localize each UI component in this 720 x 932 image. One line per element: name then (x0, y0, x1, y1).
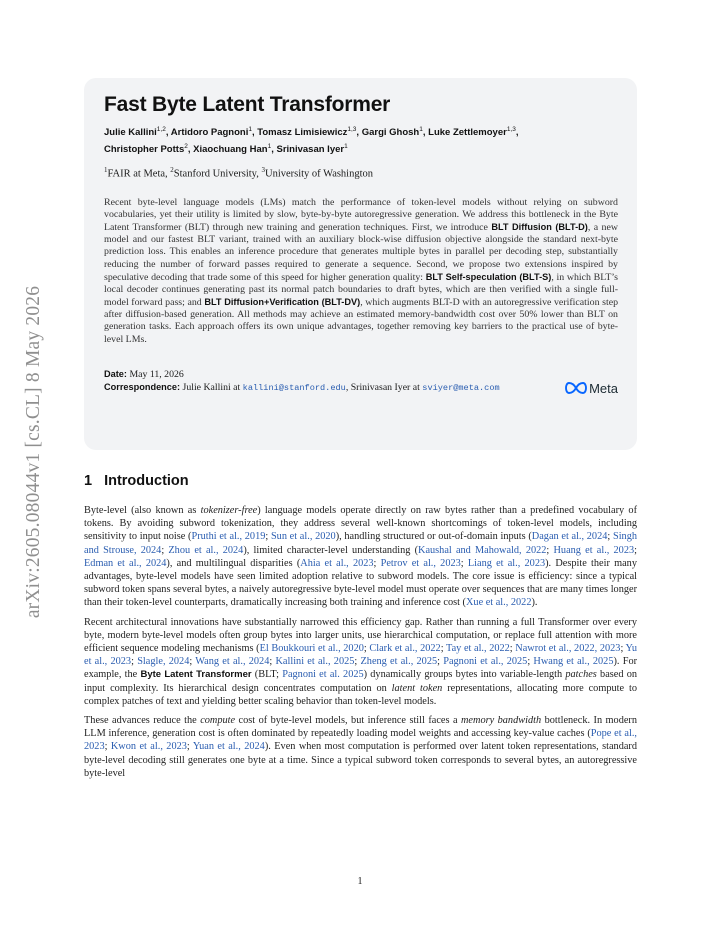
author-affiliation: 1 (344, 143, 348, 151)
author: Srinivasan Iyer (276, 144, 345, 156)
author-affiliation: 1,2 (156, 126, 166, 133)
text: ; (440, 643, 447, 655)
author: Julie Kallini (104, 127, 157, 139)
emphasis: compute (200, 715, 236, 727)
text: ). (531, 597, 538, 609)
correspondence-row (104, 381, 618, 395)
citation-link[interactable]: Ahia et al., 2023 (300, 557, 374, 569)
text: ; (437, 656, 444, 668)
citation-link[interactable]: Hwang et al., 2025 (533, 656, 614, 668)
citation-link[interactable]: Singh and Strouse, 2024 (84, 531, 638, 556)
citation-link[interactable]: Tay et al., 2022 (446, 643, 510, 655)
author-affiliation: 1 (267, 143, 272, 151)
text: ) dynamically groups bytes into variable-length (363, 669, 566, 681)
text: ; (620, 643, 626, 655)
text: ; (546, 544, 554, 556)
citation-link[interactable]: Sun et al., 2020 (270, 531, 336, 543)
paper-title: Fast Byte Latent Transformer (104, 93, 391, 116)
abstract-text: , which augments BLT-D with an autoregressive verification step after diffusion-based generation. All methods may achieve an estimated memory-bandwidth cost over 50% lower than BLT on generation tasks. Each approach offers its own unique advantages, together removing key barriers to the practical use of byte-level LMs. (104, 297, 619, 345)
text: ), and multilingual disparities ( (166, 557, 301, 569)
citation-link[interactable]: Pruthi et al., 2019 (191, 531, 266, 543)
abstract (104, 197, 618, 346)
paper-header (84, 78, 637, 450)
text: ) language models operate directly on raw bytes rather than a predefined vocabulary of tokens. By avoiding subword tokenization, they address several well-known shortcomings of token-level models, including sensitivity to input noise ( (84, 505, 638, 543)
citation-link[interactable]: Yuan et al., 2024 (192, 741, 265, 753)
text: cost of byte-level models, but inference still faces a (235, 715, 461, 727)
citation-link[interactable]: Liang et al., 2023 (467, 557, 546, 569)
section-number: 1 (84, 473, 93, 489)
emphasis: latent token (391, 682, 443, 694)
author: Luke Zettlemoyer (428, 127, 507, 139)
method-name: BLT Self-speculation (BLT-S) (425, 271, 552, 282)
citation-link[interactable]: Xue et al., 2022 (465, 597, 532, 609)
abstract-text: , in which BLT’s local decoder continues generating past its normal patch boundaries to draft bytes, which are then verified with a single full-model forward pass; and (104, 271, 618, 309)
affiliation: FAIR at Meta, (107, 168, 171, 180)
text: bottleneck. In modern LLM inference, generation cost is often dominated by repeatedly loading model weights and accessing key-value caches ( (84, 715, 638, 740)
citation-link[interactable]: Clark et al., 2022 (369, 643, 441, 655)
text: ; (509, 643, 516, 655)
author: Gargi Ghosh (361, 127, 420, 139)
affiliations (104, 164, 618, 181)
text: ; (363, 643, 370, 655)
author-affiliation: 1,3 (506, 126, 516, 133)
author-affiliation: 2 (184, 143, 188, 151)
section-heading (84, 473, 189, 489)
paragraph (84, 504, 637, 610)
meta-logo-text: Meta (589, 380, 618, 396)
paper-metadata (104, 368, 618, 395)
abstract-text: Recent byte-level language models (LMs) match the performance of token-level models without relying on subword vocabularies, yet their utility is limited by slow, byte-by-byte autoregressive generation. We address this bottleneck in the Byte Latent Transformer (BLT) through new training and generation techniques. First, we introduce (104, 196, 618, 234)
citation-link[interactable]: Edman et al., 2024 (84, 557, 167, 569)
method-name: BLT Diffusion+Verification (BLT-DV) (204, 297, 361, 308)
author-affiliation: 1 (248, 126, 252, 133)
text: ; (189, 656, 196, 668)
text: ; (527, 656, 534, 668)
citation-link[interactable]: Kaushal and Mahowald, 2022 (418, 544, 547, 556)
body-text (84, 504, 637, 786)
affiliation-marker: 3 (261, 166, 265, 175)
text: ; (634, 544, 638, 556)
text: ; (373, 557, 381, 569)
citation-link[interactable]: Huang et al., 2023 (553, 544, 635, 556)
text: ; (269, 656, 276, 668)
text: ; (186, 741, 193, 753)
emphasis: memory bandwidth (461, 715, 542, 727)
meta-logo (565, 382, 618, 395)
method-name: BLT Diffusion (BLT-D) (491, 222, 588, 233)
section-title: Introduction (104, 473, 189, 489)
affiliation: Stanford University, (173, 168, 262, 180)
text: ; (460, 557, 468, 569)
text: Byte-level (also known as (84, 505, 201, 516)
text: These advances reduce the (84, 715, 201, 727)
text: ), handling structured or out-of-domain inputs ( (335, 531, 532, 543)
author: Tomasz Limisiewicz (257, 127, 348, 139)
author-affiliation: 1 (419, 126, 423, 133)
author: Christopher Potts (104, 144, 185, 156)
text: based on input complexity. Its hierarchical design concentrates computation on (84, 669, 637, 694)
arxiv-identifier-text: arXiv:2605.08044v1 [cs.CL] 8 May 2026 (23, 285, 44, 619)
citation-link[interactable]: El Boukkouri et al., 2020 (259, 643, 364, 655)
text: ; (104, 741, 111, 753)
citation-link[interactable]: Pope et al., 2023 (84, 728, 637, 753)
text: ; (354, 656, 361, 668)
affiliation-marker: 2 (170, 166, 174, 175)
text: ). Even when most computation is performed over latent token representations, standard byte-level decoding still generates one byte at a time. Since a typical subword token corresponds to several bytes, an autoregressive byte-level (84, 741, 637, 779)
abstract-text: , a new model and our fastest BLT variant, trained with an auxiliary block-wise diffusion objective alongside the standard next-byte prediction loss. This enables an inference procedure that generates multiple bytes in parallel per decoding step, substantially reducing the number of forward passes required to generate a sequence. Second, we propose two extensions inspired by speculative decoding that trade some of this speed for higher generation quality: (104, 222, 618, 283)
citation-link[interactable]: Slagle, 2024 (137, 656, 190, 668)
citation-link[interactable]: Petrov et al., 2023 (380, 557, 461, 569)
text: ). For example, the (84, 656, 638, 681)
date-value: May 11, 2026 (129, 368, 184, 380)
text: (BLT; (251, 669, 283, 681)
citation-link[interactable]: Kallini et al., 2025 (275, 656, 355, 668)
citation-link[interactable]: Pagnoni et al. 2025 (282, 669, 364, 681)
text: ; (161, 544, 169, 556)
affiliation: University of Washington (264, 168, 374, 180)
email-link[interactable]: kallini@stanford.edu (242, 382, 346, 393)
affiliation-marker: 1 (104, 166, 108, 175)
text: ; (607, 531, 613, 543)
page-number: 1 (357, 876, 363, 887)
emphasis: tokenizer-free (200, 505, 258, 516)
author: Artidoro Pagnoni (170, 127, 249, 139)
meta-infinity-icon (565, 382, 587, 394)
author: Xiaochuang Han (193, 144, 268, 156)
citation-link[interactable]: Dagan et al., 2024 (531, 531, 608, 543)
text: ; (131, 656, 138, 668)
text: ), limited character-level understanding ( (243, 544, 419, 556)
correspondence-label: Correspondence: (104, 381, 181, 392)
text: Recent architectural innovations have substantially narrowed this efficiency gap. Rather than running a full Transformer over every byte, modern byte-level models often group bytes into larger units, use hierarchical computation, or replace full attention with more efficient sequence modeling mechanisms ( (84, 616, 637, 655)
email-link[interactable]: sviyer@meta.com (422, 382, 500, 393)
citation-link[interactable]: Zheng et al., 2025 (360, 656, 438, 668)
text: ). Despite their many advantages, byte-level models have seen limited adoption relative to subword models. The core issue is efficiency: since a typical subword token spans several bytes, a naively autoregressive byte-level model must operate over sequences that are many times longer than their token-level counterparts, dramatically increasing both training and inference cost ( (84, 557, 637, 609)
citation-link[interactable]: Zhou et al., 2024 (168, 544, 244, 556)
citation-link[interactable]: Pagnoni et al., 2025 (443, 656, 528, 668)
date-row (104, 368, 618, 381)
date-label: Date: (104, 368, 127, 379)
citation-link[interactable]: Nawrot et al., 2022, 2023 (515, 643, 621, 655)
correspondence-text: Julie Kallini at (182, 381, 243, 393)
correspondence-text: , Srinivasan Iyer at (345, 381, 423, 393)
paragraph (84, 616, 637, 708)
citation-link[interactable]: Wang et al., 2024 (195, 656, 270, 668)
text: representations, allocating more compute to complex patches of text and yielding better scaling behavior than token-level models. (84, 682, 637, 707)
paragraph (84, 714, 637, 780)
model-name: Byte Latent Transformer (140, 669, 252, 681)
emphasis: patches (565, 669, 597, 681)
citation-link[interactable]: Yu et al., 2023 (84, 643, 637, 668)
author-affiliation: 1,3 (347, 126, 357, 133)
text: ; (265, 531, 271, 543)
citation-link[interactable]: Kwon et al., 2023 (110, 741, 187, 753)
author-list: Julie Kallini$^{1,2}$, Artidoro Pagnoni$^1$, Tomasz Limisiewicz$^{1,3}$, Gargi Ghosh$^1$, Luke Zettlemoyer$^{1,3}$, Christopher Potts$^2$, Xiaochuang Han$^1$, Srinivasan Iyer$^1$ (104, 126, 519, 156)
arxiv-identifier (14, 242, 54, 662)
